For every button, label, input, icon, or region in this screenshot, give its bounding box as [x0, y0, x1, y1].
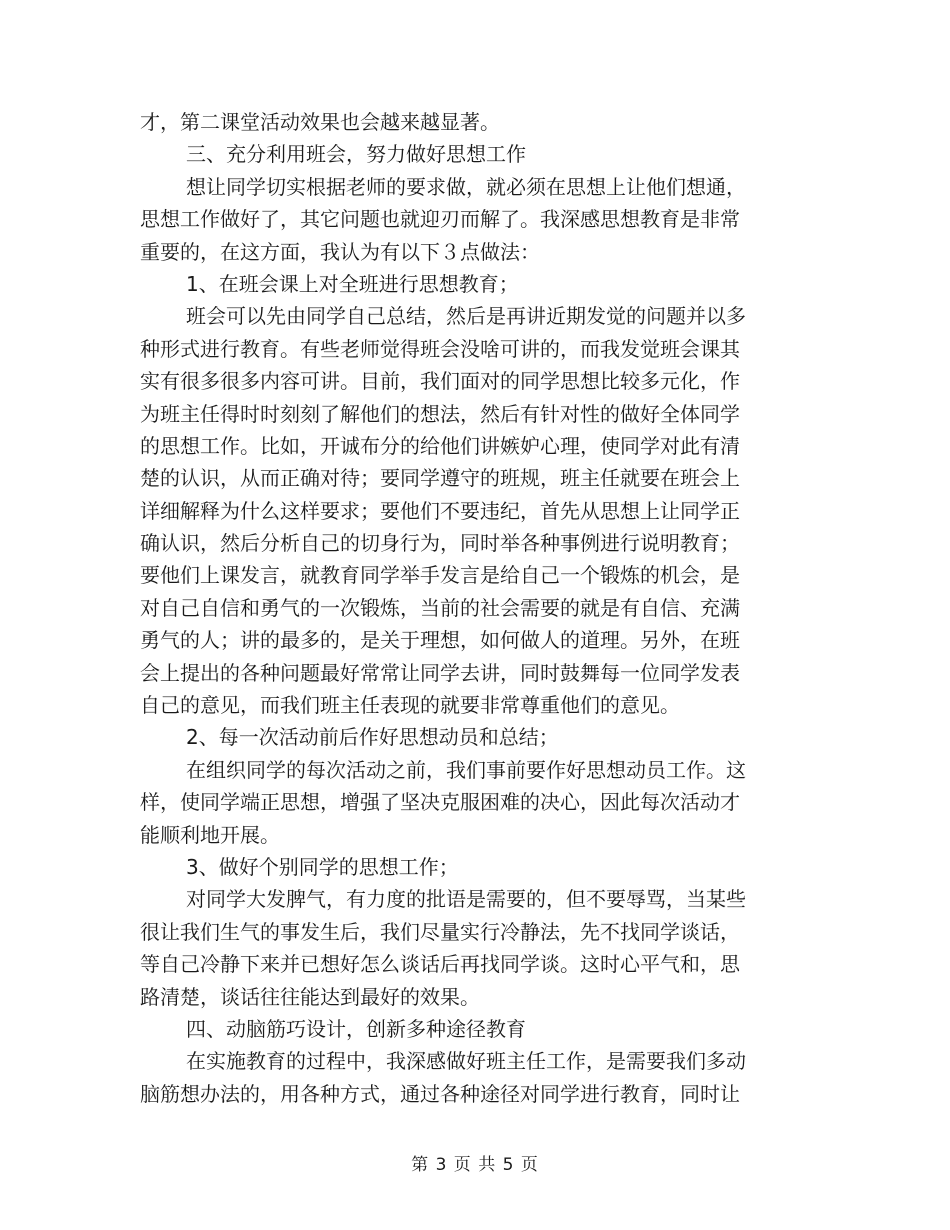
- text-line: 3、做好个别同学的思想工作；: [186, 854, 459, 879]
- text-line: 在组织同学的每次活动之前，我们事前要作好思想动员工作。这: [186, 757, 746, 782]
- text-line: 要他们上课发言，就教育同学举手发言是给自己一个锻炼的机会，是: [140, 563, 740, 588]
- text-line: 1、在班会课上对全班进行思想教育；: [186, 271, 519, 296]
- text-line: 才，第二课堂活动效果也会越来越显著。: [140, 110, 500, 134]
- text-line: 的思想工作。比如，开诚布分的给他们讲嫉妒心理，使同学对此有清: [140, 433, 740, 458]
- text-line: 2、每一次活动前后作好思想动员和总结；: [186, 725, 559, 750]
- text-line: 班会可以先由同学自己总结，然后是再讲近期发觉的问题并以多: [186, 304, 746, 329]
- text-line: 等自己冷静下来并已想好怎么谈话后再找同学谈。这时心平气和，思: [140, 952, 740, 977]
- text-line: 路清楚，谈话往往能达到最好的效果。: [140, 984, 480, 1009]
- text-line: 样，使同学端正思想，增强了坚决克服困难的决心，因此每次活动才: [140, 790, 740, 815]
- text-line: 想让同学切实根据老师的要求做，就必须在思想上让他们想通，: [186, 174, 746, 199]
- page-footer: 第 3 页 共 5 页: [411, 1155, 539, 1175]
- text-line: 很让我们生气的事发生后，我们尽量实行冷静法，先不找同学谈话，: [140, 919, 740, 944]
- text-line: 在实施教育的过程中，我深感做好班主任工作，是需要我们多动: [186, 1049, 746, 1074]
- text-line: 四、动脑筋巧设计，创新多种途径教育: [186, 1016, 526, 1041]
- text-line: 脑筋想办法的，用各种方式，通过各种途径对同学进行教育，同时让: [140, 1081, 740, 1106]
- text-line: 种形式进行教育。有些老师觉得班会没啥可讲的，而我发觉班会课其: [140, 336, 740, 361]
- document-body: [140, 106, 800, 1110]
- text-line: 确认识，然后分析自己的切身行为，同时举各种事例进行说明教育；: [140, 531, 740, 556]
- text-line: 自己的意见，而我们班主任表现的就要非常尊重他们的意见。: [140, 693, 680, 718]
- text-line: 详细解释为什么这样要求；要他们不要违纪，首先从思想上让同学正: [140, 498, 740, 523]
- text-line: 为班主任得时时刻刻了解他们的想法，然后有针对性的做好全体同学: [140, 401, 740, 426]
- text-line: 楚的认识，从而正确对待；要同学遵守的班规，班主任就要在班会上: [140, 466, 740, 491]
- text-line: 三、充分利用班会，努力做好思想工作: [186, 142, 526, 167]
- text-line: 对同学大发脾气，有力度的批语是需要的，但不要辱骂，当某些: [186, 887, 746, 912]
- text-line: 勇气的人；讲的最多的，是关于理想，如何做人的道理。另外，在班: [140, 628, 740, 653]
- text-line: 实有很多很多内容可讲。目前，我们面对的同学思想比较多元化，作: [140, 369, 740, 394]
- text-line: 思想工作做好了，其它问题也就迎刃而解了。我深感思想教育是非常: [140, 207, 740, 232]
- text-line: 对自己自信和勇气的一次锻炼，当前的社会需要的就是有自信、充满: [140, 595, 740, 620]
- text-line: 能顺利地开展。: [140, 822, 280, 847]
- text-line: 会上提出的各种问题最好常常让同学去讲，同时鼓舞每一位同学发表: [140, 660, 740, 685]
- text-line: 重要的，在这方面，我认为有以下３点做法：: [140, 239, 540, 264]
